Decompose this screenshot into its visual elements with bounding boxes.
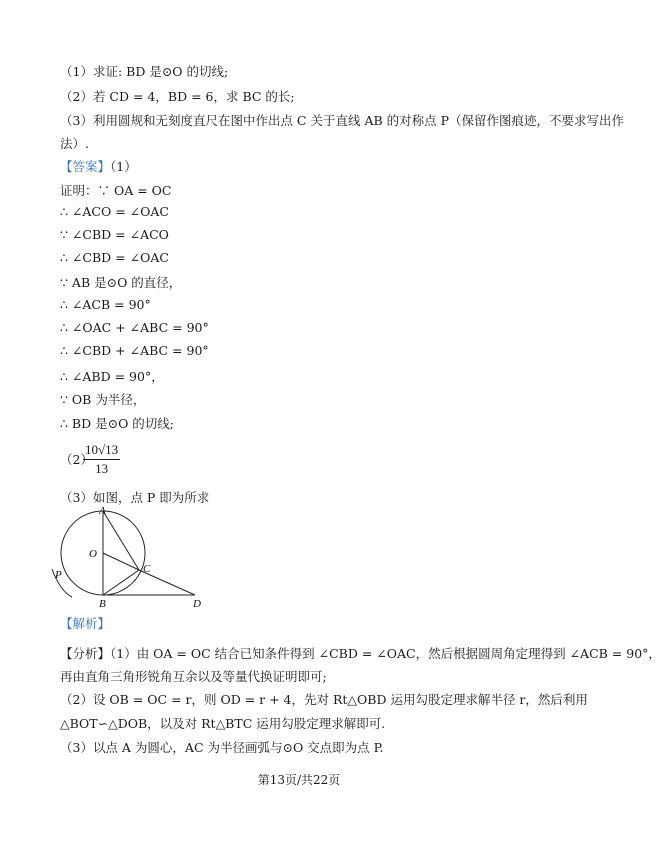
question-2: （2）若 CD = 4，BD = 6，求 BC 的长; xyxy=(60,89,295,104)
analysis-line-1: 【分析】（1）由 OA = OC 结合已知条件得到 ∠CBD = ∠OAC，然后根据圆周角定理得到 ∠ACB = 90°， xyxy=(60,646,661,661)
label-d: D xyxy=(193,598,201,610)
proof-line-1: 证明：∵ OA = OC xyxy=(60,183,172,198)
analysis-line-5: （3）以点 A 为圆心，AC 为半径画弧与⊙O 交点即为点 P. xyxy=(60,740,384,755)
question-3-line1: （3）利用圆规和无刻度直尺在图中作出点 C 关于直线 AB 的对称点 P（保留作图痕迹，不要求写出作 xyxy=(60,113,625,128)
proof-line-4: ∴ ∠CBD = ∠OAC xyxy=(60,250,169,265)
answer-header: 【答案】 xyxy=(60,159,111,174)
label-c: C xyxy=(143,563,151,575)
answer-header-row xyxy=(60,157,137,175)
proof-line-7: ∴ ∠OAC + ∠ABC = 90° xyxy=(60,320,209,335)
geometry-figure xyxy=(50,505,220,610)
proof-line-11: ∴ BD 是⊙O 的切线; xyxy=(60,416,175,431)
proof-line-9: ∴ ∠ABD = 90°， xyxy=(60,369,164,384)
answer-part2-fraction xyxy=(83,442,120,477)
analysis-line-2: 再由直角三角形锐角互余以及等量代换证明即可; xyxy=(60,669,327,684)
answer-part2-label: （2） xyxy=(60,452,93,467)
analysis-line-4: △BOT∽△DOB，以及对 Rt△BTC 运用勾股定理求解即可. xyxy=(60,716,386,731)
label-b: B xyxy=(99,598,106,610)
proof-line-2: ∴ ∠ACO = ∠OAC xyxy=(60,204,169,219)
proof-line-3: ∵ ∠CBD = ∠ACO xyxy=(60,227,169,242)
proof-line-8: ∴ ∠CBD + ∠ABC = 90° xyxy=(60,343,209,358)
proof-line-5: ∵ AB 是⊙O 的直径， xyxy=(60,275,182,290)
proof-line-10: ∵ OB 为半径， xyxy=(60,392,146,407)
fraction-numerator: 10√13 xyxy=(83,442,120,460)
answer-part3: （3）如图，点 P 即为所求 xyxy=(60,490,210,505)
analysis-line-3: （2）设 OB = OC = r，则 OD = r + 4，先对 Rt△OBD 运用勾股定理求解半径 r，然后利用 xyxy=(60,692,588,707)
answer-part1-label: （1） xyxy=(110,159,137,174)
proof-line-6: ∴ ∠ACB = 90° xyxy=(60,297,151,312)
fraction-denominator: 13 xyxy=(95,461,109,476)
question-1: （1）求证: BD 是⊙O 的切线; xyxy=(60,64,229,79)
question-3-line2: 法）. xyxy=(60,136,89,151)
label-o: O xyxy=(89,548,97,560)
label-p: P xyxy=(55,569,62,581)
analysis-header: 【解析】 xyxy=(60,616,111,631)
page-footer: 第13页/共22页 xyxy=(257,773,341,787)
label-a: A xyxy=(99,505,106,517)
